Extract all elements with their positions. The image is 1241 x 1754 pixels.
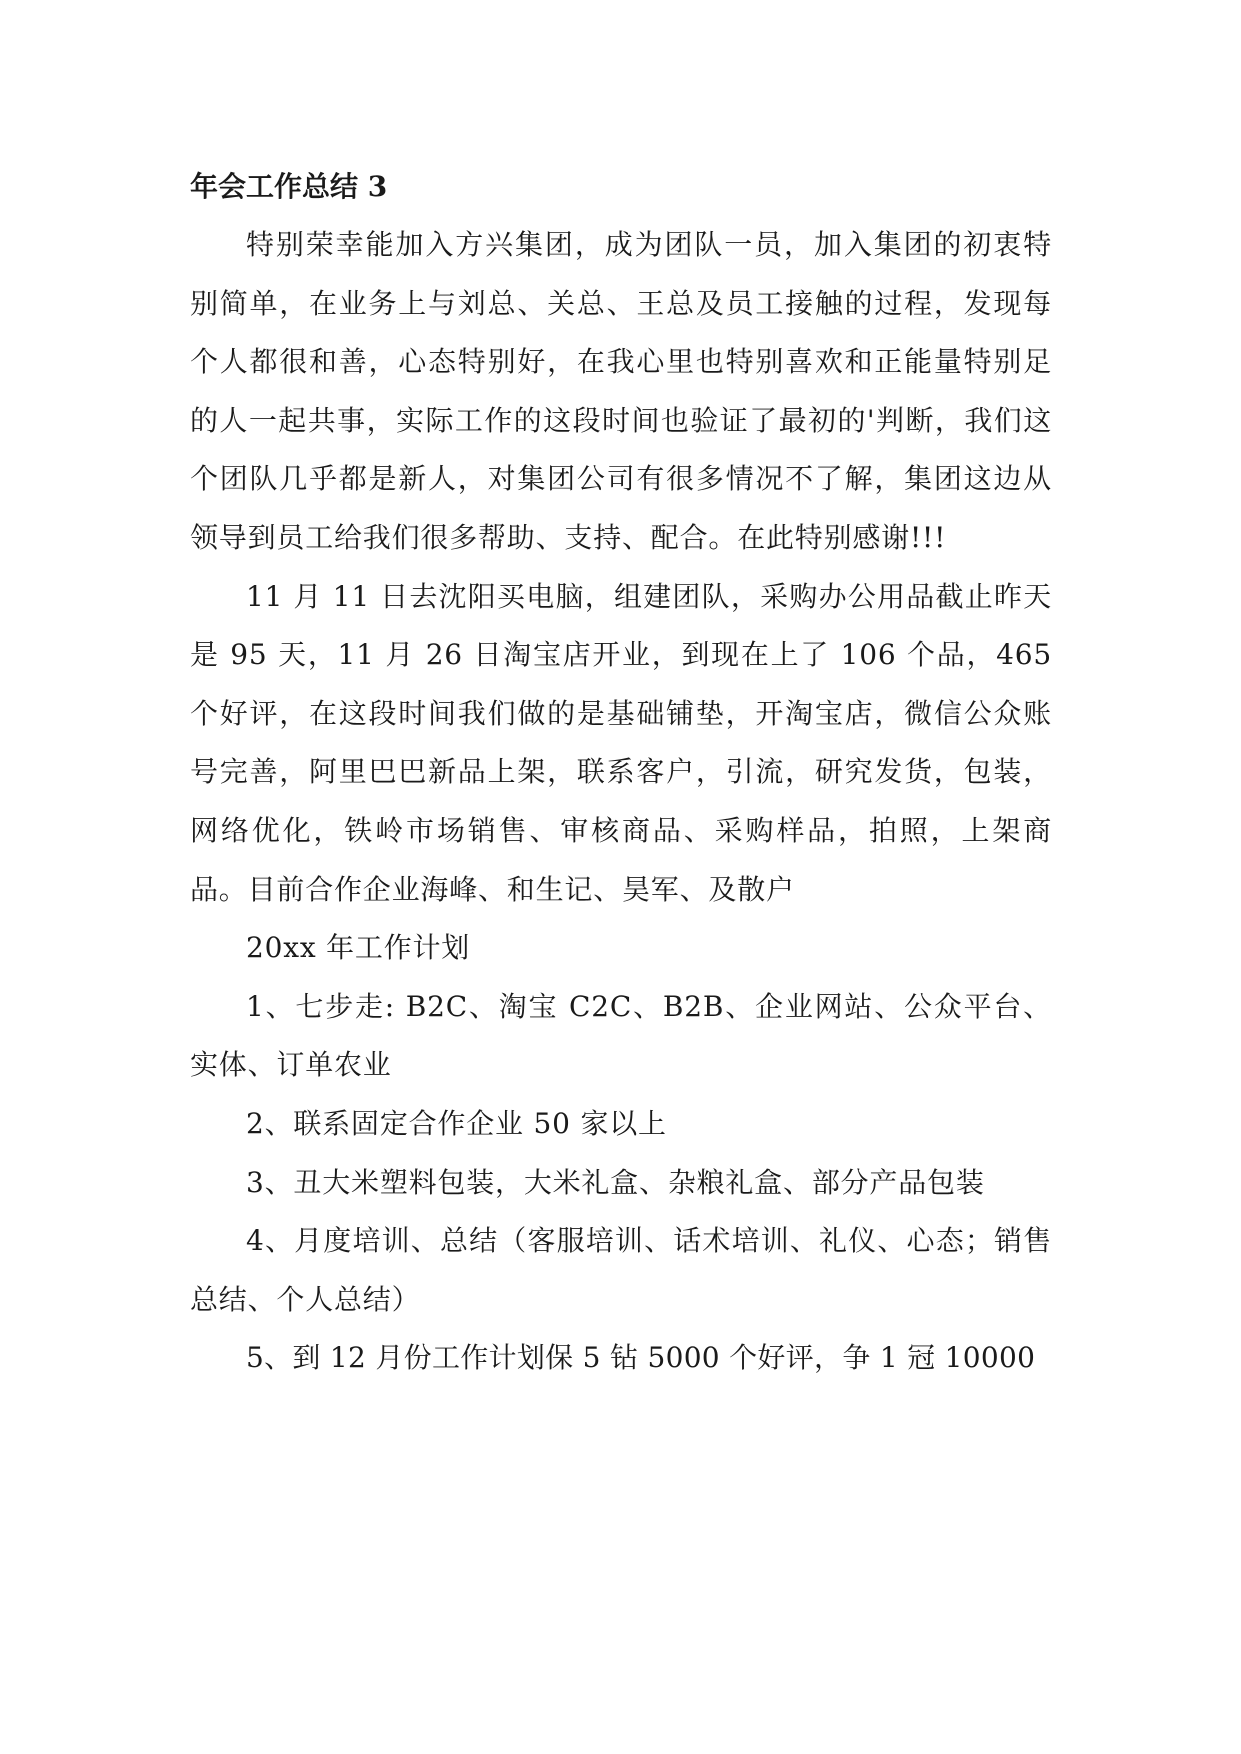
paragraph-plan-item-1: 1、七步走: B2C、淘宝 C2C、B2B、企业网站、公众平台、实体、订单农业 — [190, 989, 1052, 1082]
document-page — [190, 158, 1052, 1388]
paragraph-plan-item-5: 5、到 12 月份工作计划保 5 钻 5000 个好评，争 1 冠 10000 — [246, 1341, 1036, 1375]
document-title: 年会工作总结 3 — [190, 170, 388, 203]
paragraph-progress: 11 月 11 日去沈阳买电脑，组建团队，采购办公用品截止昨天是 95 天，11 月 26 日淘宝店开业，到现在上了 106 个品，465 个好评，在这段时间我们做的是基础铺垫，开淘宝店，微信公众账号完善，阿里巴巴新品上架，联系客户，引流，研究发货，包装，网络优化，铁岭市场销售、审核商品、采购样品，拍照，上架商品。目前合作企业海峰、和生记、昊军、及散户 — [190, 579, 1052, 906]
paragraph-intro: 特别荣幸能加入方兴集团，成为团队一员，加入集团的初衷特别简单，在业务上与刘总、关总、王总及员工接触的过程，发现每个人都很和善，心态特别好，在我心里也特别喜欢和正能量特别足的人一起共事，实际工作的这段时间也验证了最初的'判断，我们这个团队几乎都是新人，对集团公司有很多情况不了解，集团这边从领导到员工给我们很多帮助、支持、配合。在此特别感谢!!! — [190, 228, 1052, 554]
paragraph-plan-heading: 20xx 年工作计划 — [246, 931, 471, 965]
paragraph-plan-item-3: 3、丑大米塑料包装，大米礼盒、杂粮礼盒、部分产品包装 — [246, 1165, 985, 1199]
paragraph-plan-item-2: 2、联系固定合作企业 50 家以上 — [246, 1106, 667, 1140]
paragraph-plan-item-4: 4、月度培训、总结（客服培训、话术培训、礼仪、心态；销售总结、个人总结） — [190, 1224, 1052, 1316]
